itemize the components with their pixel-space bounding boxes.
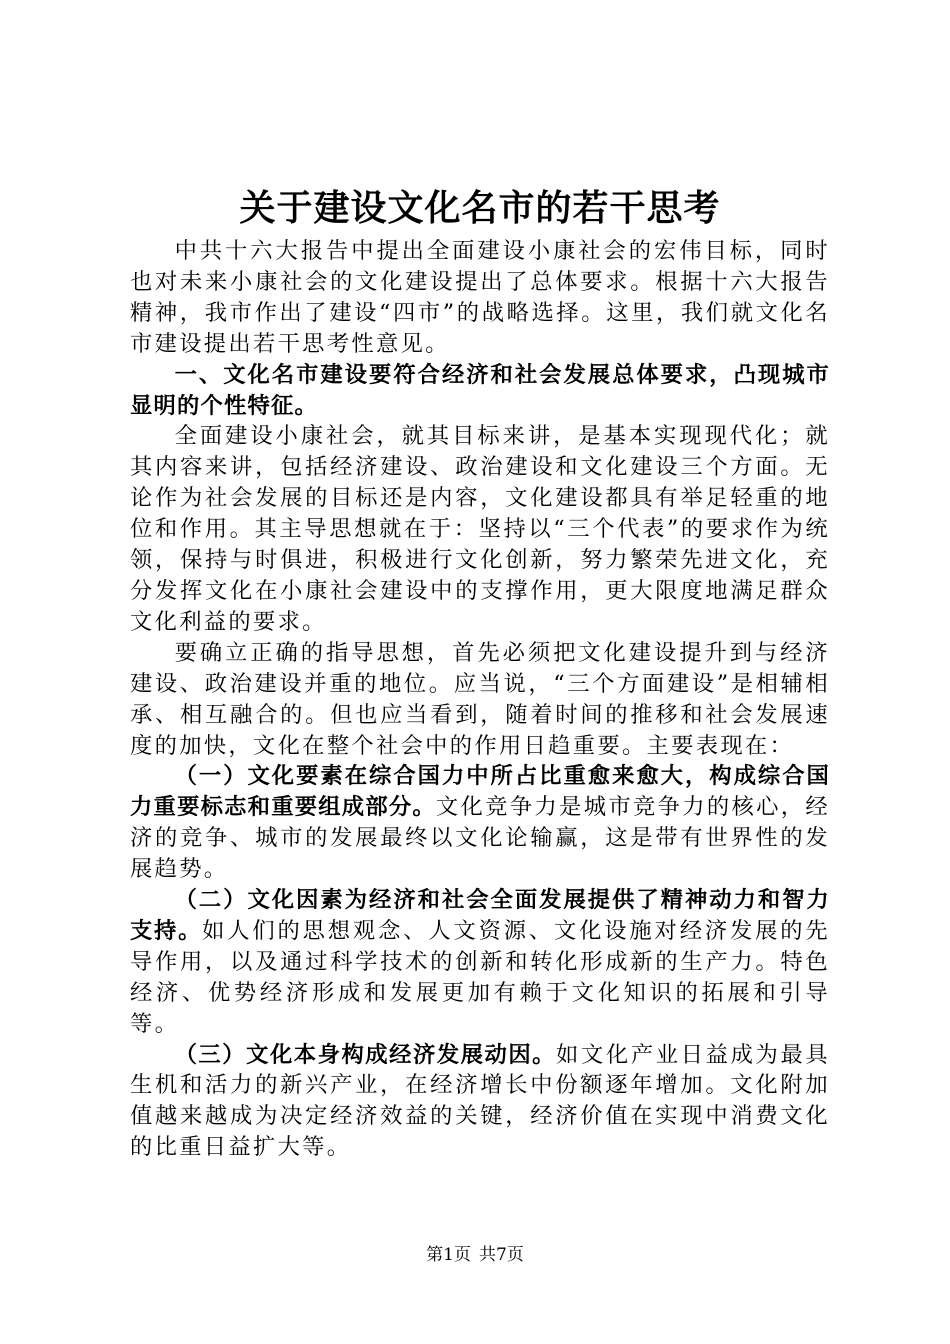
- list-item-3-text: 如文化产业日益成为最具生机和活力的新兴产业，在经济增长中份额逐年增加。文化附加值越来越成为决定经济效益的关键，经济价值在实现中消费文化的比重日益扩大等。: [130, 1041, 830, 1161]
- list-item-1-lead: （一）文化要素在综合国力中所占比重愈来愈大，构成综合国力重要标志和重要组成部分。: [130, 763, 830, 821]
- body-paragraph-2: 要确立正确的指导思想，首先必须把文化建设提升到与经济建设、政治建设并重的地位。应当说，“三个方面建设”是相辅相承、相互融合的。但也应当看到，随着时间的推移和社会发展速度的加快，文化在整个社会中的作用日趋重要。主要表现在：: [130, 639, 830, 759]
- list-item-1: [130, 761, 830, 885]
- list-item-1-text: 文化竞争力是城市竞争力的核心，经济的竞争、城市的发展最终以文化论输赢，这是带有世界性的发展趋势。: [130, 794, 830, 883]
- page-number: 第1页: [426, 1245, 471, 1265]
- page-total: 共7页: [479, 1245, 524, 1265]
- document-body: [130, 236, 830, 1163]
- section-heading-1: 一、文化名市建设要符合经济和社会发展总体要求，凸现城市显明的个性特征。: [130, 361, 830, 419]
- page-footer: [0, 1243, 950, 1267]
- list-item-3: [130, 1040, 830, 1164]
- list-item-2-text: 如人们的思想观念、人文资源、文化设施对经济发展的先导作用，以及通过科学技术的创新和转化形成新的生产力。特色经济、优势经济形成和发展更加有赖于文化知识的拓展和引导等。: [130, 917, 830, 1037]
- document-title: 关于建设文化名市的若干思考: [239, 187, 721, 229]
- body-paragraph-1: 全面建设小康社会，就其目标来讲，是基本实现现代化；就其内容来讲，包括经济建设、政治建设和文化建设三个方面。无论作为社会发展的目标还是内容，文化建设都具有举足轻重的地位和作用。其主导思想就在于：坚持以“三个代表”的要求作为统领，保持与时俱进，积极进行文化创新，努力繁荣先进文化，充分发挥文化在小康社会建设中的支撑作用，更大限度地满足群众文化利益的要求。: [130, 423, 830, 635]
- list-item-3-lead: （三）文化本身构成经济发展动因。: [174, 1041, 557, 1068]
- intro-paragraph: 中共十六大报告中提出全面建设小康社会的宏伟目标，同时也对未来小康社会的文化建设提出了总体要求。根据十六大报告精神，我市作出了建设“四市”的战略选择。这里，我们就文化名市建设提出若干思考性意见。: [130, 238, 830, 357]
- list-item-2-lead: （二）文化因素为经济和社会全面发展提供了精神动力和智力支持。: [130, 887, 830, 944]
- list-item-2: [130, 885, 830, 1040]
